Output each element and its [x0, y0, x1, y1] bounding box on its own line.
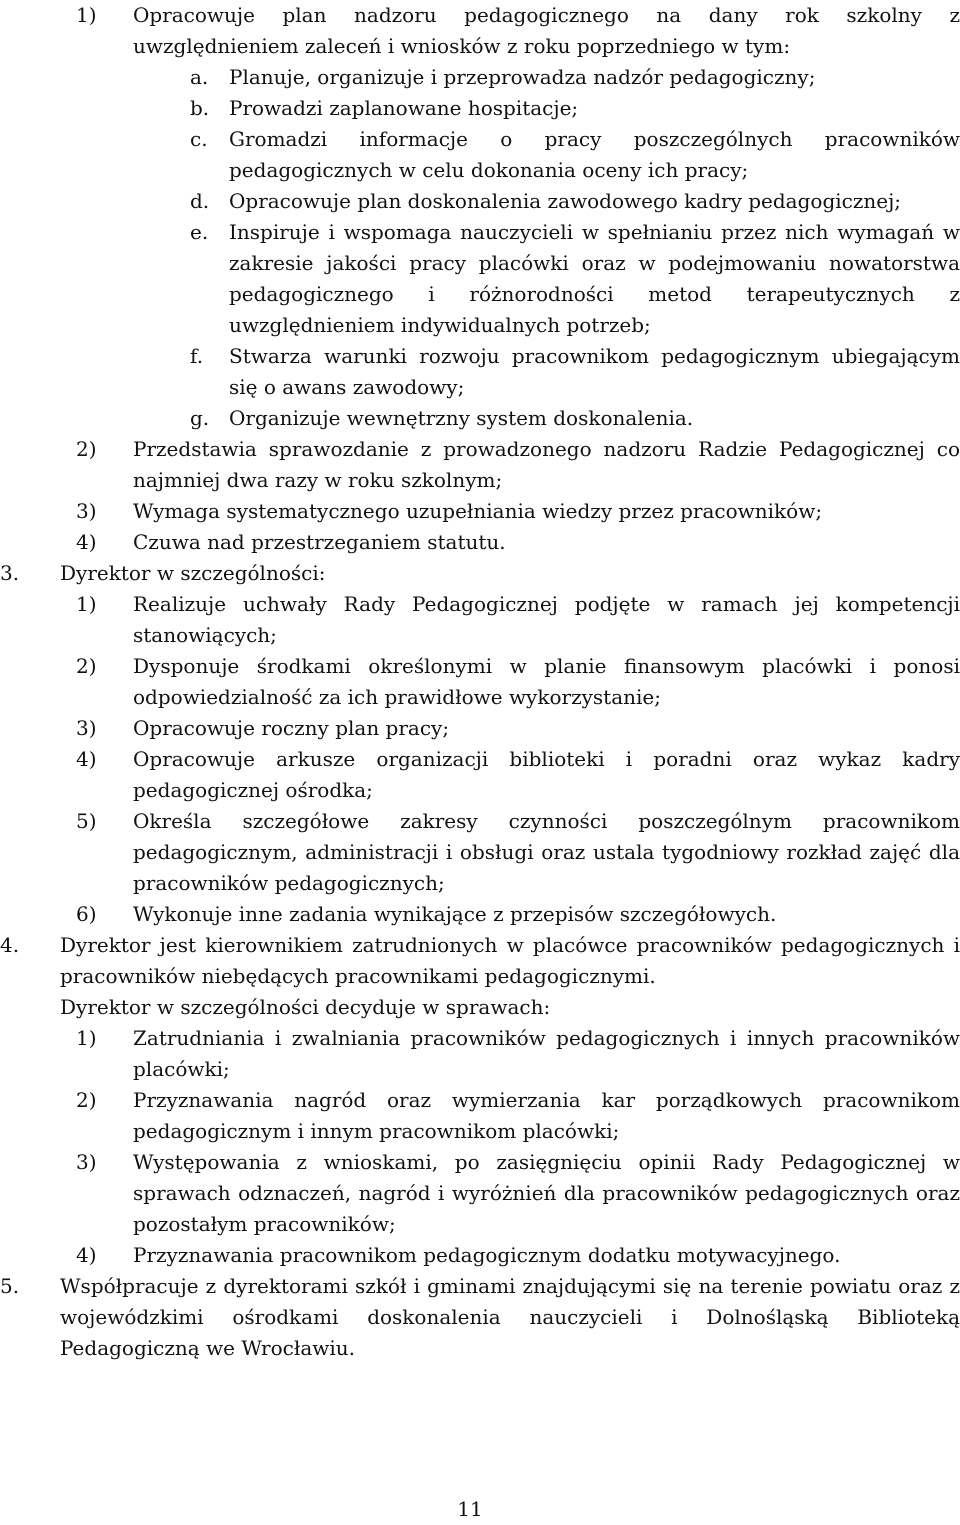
- page-number: 11: [457, 1497, 483, 1521]
- item-text: Przyznawania pracownikom pedagogicznym dodatku motywacyjnego.: [133, 1243, 841, 1267]
- section-text: Współpracuje z dyrektorami szkół i gminami znajdującymi się na terenie powiatu oraz z wojewódzkimi ośrodkami doskonalenia nauczycieli i Dolnośląską Biblioteką Pedagogiczną we Wrocławiu.: [60, 1274, 960, 1360]
- item-number: 2): [76, 1088, 97, 1112]
- item-number: 1): [76, 3, 97, 27]
- list-item: [0, 1240, 960, 1271]
- list-item: [0, 1023, 960, 1085]
- sub-item-text: Prowadzi zaplanowane hospitacje;: [229, 96, 579, 120]
- sub-item-a: [0, 62, 960, 93]
- item-number: 4): [76, 1243, 97, 1267]
- item-text: Przyznawania nagród oraz wymierzania kar porządkowych pracownikom pedagogicznym i innym pracownikom placówki;: [133, 1088, 960, 1143]
- sub-item-f: [0, 341, 960, 403]
- sub-item-text: Inspiruje i wspomaga nauczycieli w spełnianiu przez nich wymagań w zakresie jakości pracy placówki oraz w podejmowaniu nowatorstwa pedagogicznego i różnorodności metod terapeutycznych z uwzględnieniem indywidualnych potrzeb;: [229, 220, 960, 337]
- sub-item-text: Planuje, organizuje i przeprowadza nadzór pedagogiczny;: [229, 65, 816, 89]
- sub-item-letter: b.: [190, 96, 210, 120]
- item-text: Wykonuje inne zadania wynikające z przepisów szczegółowych.: [133, 902, 777, 926]
- list-item: [0, 0, 960, 62]
- section-text: Dyrektor jest kierownikiem zatrudnionych w placówce pracowników pedagogicznych i pracowników niebędących pracownikami pedagogicznymi.: [60, 933, 960, 988]
- item-text: Zatrudniania i zwalniania pracowników pedagogicznych i innych pracowników placówki;: [133, 1026, 960, 1081]
- item-number: 2): [76, 654, 97, 678]
- sub-item-letter: a.: [190, 65, 209, 89]
- item-text: Przedstawia sprawozdanie z prowadzonego nadzoru Radzie Pedagogicznej co najmniej dwa razy w roku szkolnym;: [133, 437, 960, 492]
- section-3: [0, 558, 960, 589]
- list-item: [0, 1147, 960, 1240]
- item-text: Czuwa nad przestrzeganiem statutu.: [133, 530, 506, 554]
- section-paragraph: Dyrektor w szczególności decyduje w sprawach:: [60, 995, 551, 1019]
- section-number: 3.: [0, 561, 20, 585]
- section-text: Dyrektor w szczególności:: [60, 561, 326, 585]
- sub-item-text: Gromadzi informacje o pracy poszczególnych pracowników pedagogicznych w celu dokonania oceny ich pracy;: [229, 127, 960, 182]
- item-number: 3): [76, 1150, 97, 1174]
- list-item: [0, 806, 960, 899]
- sub-item-letter: f.: [190, 344, 204, 368]
- list-item: [0, 434, 960, 496]
- sub-item-letter: g.: [190, 406, 210, 430]
- sub-item-b: [0, 93, 960, 124]
- sub-item-g: [0, 403, 960, 434]
- item-number: 1): [76, 592, 97, 616]
- item-number: 3): [76, 499, 97, 523]
- sub-item-c: [0, 124, 960, 186]
- sub-item-d: [0, 186, 960, 217]
- list-item: [0, 899, 960, 930]
- list-item: [0, 589, 960, 651]
- item-text: Występowania z wnioskami, po zasięgnięciu opinii Rady Pedagogicznej w sprawach odznaczeń, nagród i wyróżnień dla pracowników pedagogicznych oraz pozostałym pracowników;: [133, 1150, 960, 1236]
- sub-item-letter: c.: [190, 127, 208, 151]
- item-text: Opracowuje plan nadzoru pedagogicznego na dany rok szkolny z uwzględnieniem zaleceń i wniosków z roku poprzedniego w tym:: [133, 3, 960, 58]
- sub-item-text: Opracowuje plan doskonalenia zawodowego kadry pedagogicznej;: [229, 189, 902, 213]
- item-number: 6): [76, 902, 97, 926]
- section-number: 5.: [0, 1274, 20, 1298]
- item-text: Opracowuje arkusze organizacji biblioteki i poradni oraz wykaz kadry pedagogicznej ośrodka;: [133, 747, 960, 802]
- item-number: 4): [76, 747, 97, 771]
- list-item: [0, 1085, 960, 1147]
- sub-item-text: Organizuje wewnętrzny system doskonalenia.: [229, 406, 694, 430]
- section-5: [0, 1271, 960, 1364]
- section-4: [0, 930, 960, 992]
- item-number: 5): [76, 809, 97, 833]
- list-item: [0, 496, 960, 527]
- item-number: 2): [76, 437, 97, 461]
- item-number: 1): [76, 1026, 97, 1050]
- item-text: Realizuje uchwały Rady Pedagogicznej podjęte w ramach jej kompetencji stanowiących;: [133, 592, 960, 647]
- item-text: Dysponuje środkami określonymi w planie finansowym placówki i ponosi odpowiedzialność za ich prawidłowe wykorzystanie;: [133, 654, 960, 709]
- item-text: Wymaga systematycznego uzupełniania wiedzy przez pracowników;: [133, 499, 823, 523]
- sub-item-letter: e.: [190, 220, 209, 244]
- list-item: [0, 527, 960, 558]
- list-item: [0, 744, 960, 806]
- sub-item-letter: d.: [190, 189, 210, 213]
- item-number: 3): [76, 716, 97, 740]
- list-item: [0, 713, 960, 744]
- list-item: [0, 651, 960, 713]
- sub-item-e: [0, 217, 960, 341]
- item-number: 4): [76, 530, 97, 554]
- sub-item-text: Stwarza warunki rozwoju pracownikom pedagogicznym ubiegającym się o awans zawodowy;: [229, 344, 960, 399]
- item-text: Opracowuje roczny plan pracy;: [133, 716, 450, 740]
- item-text: Określa szczegółowe zakresy czynności poszczególnym pracownikom pedagogicznym, administracji i obsługi oraz ustala tygodniowy rozkład zajęć dla pracowników pedagogicznych;: [133, 809, 960, 895]
- section-number: 4.: [0, 933, 20, 957]
